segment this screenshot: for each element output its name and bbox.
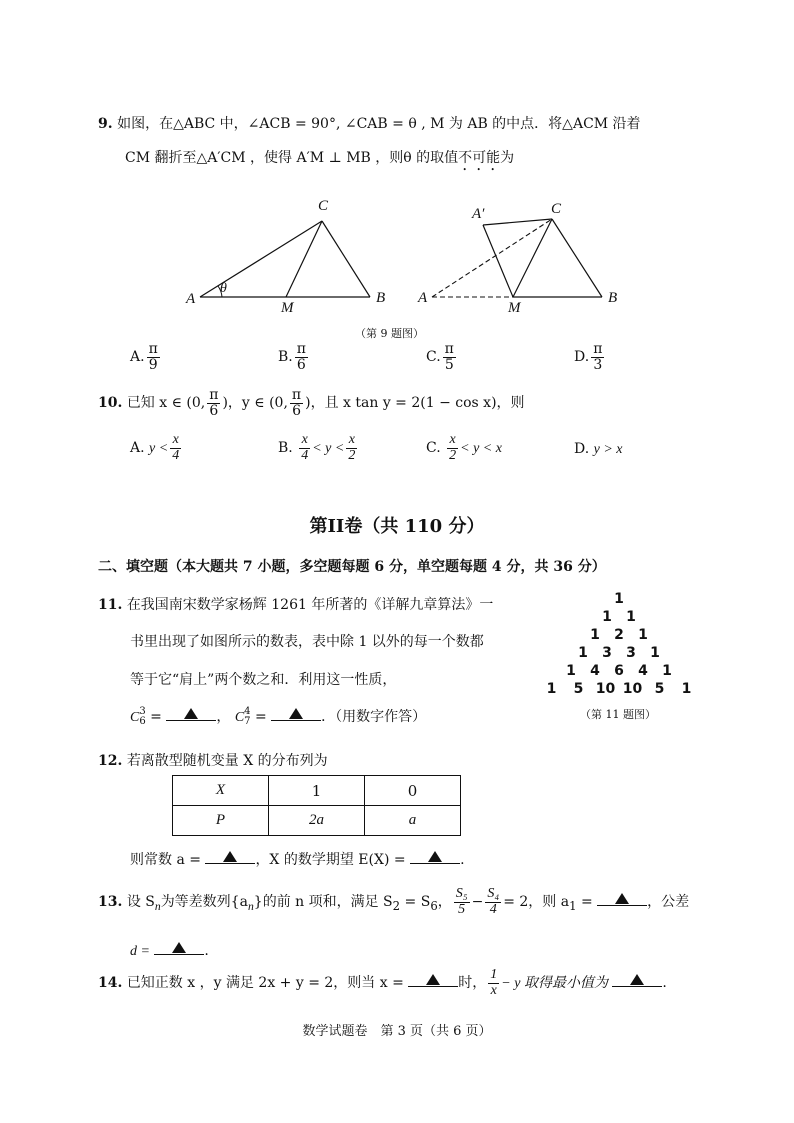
q12-answer-line: 则常数 a = ，X 的数学期望 E(X) = . [130, 849, 465, 869]
q9-label-Aprime: A′ [472, 206, 485, 222]
q12-stem: 12. 若离散型随机变量 X 的分布列为 [98, 753, 328, 769]
q10-option-a: A. y < $\frac{x}{4}$ [130, 432, 180, 463]
q10-option-c: C. $\frac{x}{2}$ < y < x [426, 432, 502, 463]
q9-text-line2: CM 翻折至△A′CM ，使得 A′M ⊥ MB ，则θ 的取值 [125, 150, 459, 166]
q9-option-b: B. $\frac{\pi}{6}$ [278, 341, 306, 373]
q11-line1: 11. 在我国南宋数学家杨辉 1261 年所著的《详解九章算法》一 [98, 597, 494, 613]
q10-option-b: B. $\frac{x}{4}$ < y < $\frac{x}{2}$ [278, 432, 356, 463]
q9-label-A2: A [418, 290, 428, 306]
q9-option-c: C. $\frac{\pi}{5}$ [426, 341, 454, 373]
q9-label-C: C [318, 198, 329, 214]
q12-blank-2[interactable] [410, 849, 460, 864]
q12-blank-1[interactable] [205, 849, 255, 864]
q9-number: 9. [98, 116, 113, 132]
q10-option-d: D. y > x [574, 441, 623, 457]
part2-title: 第II卷（共 110 分） [309, 516, 485, 537]
q9-option-d: D. $\frac{\pi}{3}$ [574, 341, 603, 373]
q9-label-B: B [376, 290, 386, 306]
q13-line2: d = . [130, 940, 209, 960]
q9-fig-caption: （第 9 题图） [355, 327, 424, 340]
q11-line4: C 3 6 = ， C 4 7 = ．（用数字作答） [130, 706, 427, 727]
page-footer: 数学试题卷 第 3 页（共 6 页） [302, 1024, 492, 1039]
q9-label-C2: C [551, 201, 562, 217]
q9-label-A: A [186, 291, 196, 307]
q9-label-M2: M [508, 300, 521, 316]
q14-blank-2[interactable] [612, 972, 662, 987]
q9-label-B2: B [608, 290, 618, 306]
q9-label-theta: θ [220, 281, 227, 296]
q9-emphasis: 不可能 [458, 150, 501, 166]
q11-line3: 等于它“肩上”两个数之和．利用这一性质， [130, 672, 397, 688]
q11-line2: 书里出现了如图所示的数表，表中除 1 以外的每一个数都 [130, 634, 484, 650]
q10-stem: 10. 已知 x ∈ (0, $\frac{\pi}{6}$ )，y ∈ (0, $\frac{\pi}{6}$ )，且 x tan y = 2(1 − cos x)，则 [98, 387, 525, 419]
q9-label-M: M [281, 300, 294, 316]
q13-blank-1[interactable] [597, 891, 647, 906]
q11-blank-1[interactable] [166, 706, 216, 721]
q11-blank-2[interactable] [271, 706, 321, 721]
q11-fig-caption: （第 11 题图） [580, 708, 656, 721]
q9-line1 [98, 113, 641, 133]
section2-title: 二、填空题（本大题共 7 小题，多空题每题 6 分，单空题每题 4 分，共 36 分） [98, 559, 606, 575]
q9-text-line2-post: 为 [500, 150, 515, 166]
q12-distribution-table [172, 775, 461, 836]
q14-stem: 14. 已知正数 x ，y 满足 2x + y = 2，则当 x = 时， $\frac{1}{x}$ − y 取得最小值为 . [98, 967, 667, 998]
q13-blank-2[interactable] [154, 940, 204, 955]
q13-line1: 13. 设 $S_n$为等差数列$\{a_n\}$的前 n 项和，满足 $S_2 = S_6$， $\frac{\text{S₅}}{5}$ − $\frac{\text{S₄}}{4}$ = 2，则 $a_1$ = ，公差 [98, 886, 690, 917]
table-row: X 1 0 [173, 776, 461, 806]
q14-blank-1[interactable] [408, 972, 458, 987]
q9-text-line1: 如图，在△ABC 中，∠ACB = 90°, ∠CAB = θ , M 为 AB 的中点．将△ACM 沿着 [117, 116, 641, 132]
table-row: P 2a a [173, 806, 461, 836]
q9-option-a: A. $\frac{\pi}{9}$ [130, 341, 158, 373]
q9-line2 [125, 147, 514, 174]
